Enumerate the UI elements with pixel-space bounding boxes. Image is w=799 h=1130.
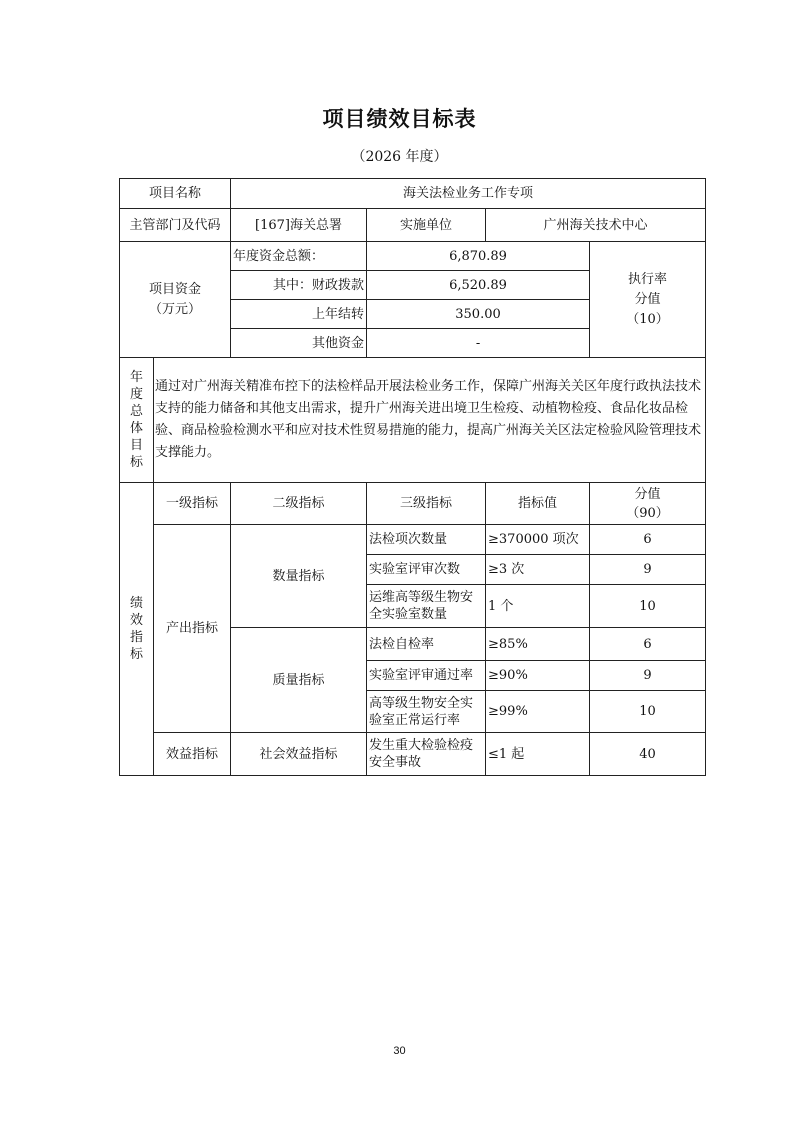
indicator-score: 10 [590,691,706,733]
indicator-score: 9 [590,555,706,585]
indicator-value: 1 个 [486,585,590,628]
indicator-score: 6 [590,525,706,555]
funds-row-label: 其中：财政拨款 [231,271,367,300]
indicator-value: ≥3 次 [486,555,590,585]
impl-label: 实施单位 [367,209,486,242]
indicator-value: ≥85% [486,628,590,661]
dept-label: 主管部门及代码 [120,209,231,242]
goal-text: 通过对广州海关精准布控下的法检样品开展法检业务工作，保障广州海关关区年度行政执法技术支持的能力储备和其他支出需求，提升广州海关进出境卫生检疫、动植物检疫、食品化妆品检验、商品检验检测水平和应对技术性贸易措施的能力，提高广州海关关区法定检验风险管理技术支撑能力。 [154,358,706,483]
performance-table [119,178,706,776]
indicator-name: 实验室评审通过率 [367,661,486,691]
page-number: 30 [393,1045,406,1057]
funds-row-value: 6,520.89 [367,271,590,300]
impl-value: 广州海关技术中心 [486,209,706,242]
indicator-score: 9 [590,661,706,691]
project-name-label: 项目名称 [120,179,231,209]
social-benefit-indicator-label: 社会效益指标 [231,733,367,776]
header-level1: 一级指标 [154,483,231,525]
page-title: 项目绩效目标表 [322,107,477,131]
indicator-name: 高等级生物安全实验室正常运行率 [367,691,486,733]
page-subtitle: （2026 年度） [351,149,448,165]
benefit-indicator-label: 效益指标 [154,733,231,776]
quantity-indicator-label: 数量指标 [231,525,367,628]
header-level2: 二级指标 [231,483,367,525]
funds-row-label: 上年结转 [231,300,367,329]
indicator-side-label: 绩 效 指 标 [120,483,154,776]
indicator-score: 10 [590,585,706,628]
indicator-value: ≥99% [486,691,590,733]
funds-row-value: 350.00 [367,300,590,329]
indicator-score: 40 [590,733,706,776]
indicator-value: ≤1 起 [486,733,590,776]
indicator-value: ≥370000 项次 [486,525,590,555]
indicator-score: 6 [590,628,706,661]
exec-rate-label: 执行率 分值 （10） [590,242,706,358]
indicator-name: 发生重大检验检疫安全事故 [367,733,486,776]
funds-label: 项目资金 （万元） [120,242,231,358]
project-name-value: 海关法检业务工作专项 [231,179,706,209]
indicator-name: 法检自检率 [367,628,486,661]
quality-indicator-label: 质量指标 [231,628,367,733]
header-score: 分值 （90） [590,483,706,525]
funds-row-label: 年度资金总额： [231,242,367,271]
header-value: 指标值 [486,483,590,525]
output-indicator-label: 产出指标 [154,525,231,733]
header-level3: 三级指标 [367,483,486,525]
funds-row-value: - [367,329,590,358]
funds-row-value: 6,870.89 [367,242,590,271]
indicator-name: 法检项次数量 [367,525,486,555]
goal-label: 年 度 总 体 目 标 [120,358,154,483]
indicator-name: 实验室评审次数 [367,555,486,585]
dept-value: [167]海关总署 [231,209,367,242]
funds-row-label: 其他资金 [231,329,367,358]
indicator-name: 运维高等级生物安全实验室数量 [367,585,486,628]
indicator-value: ≥90% [486,661,590,691]
